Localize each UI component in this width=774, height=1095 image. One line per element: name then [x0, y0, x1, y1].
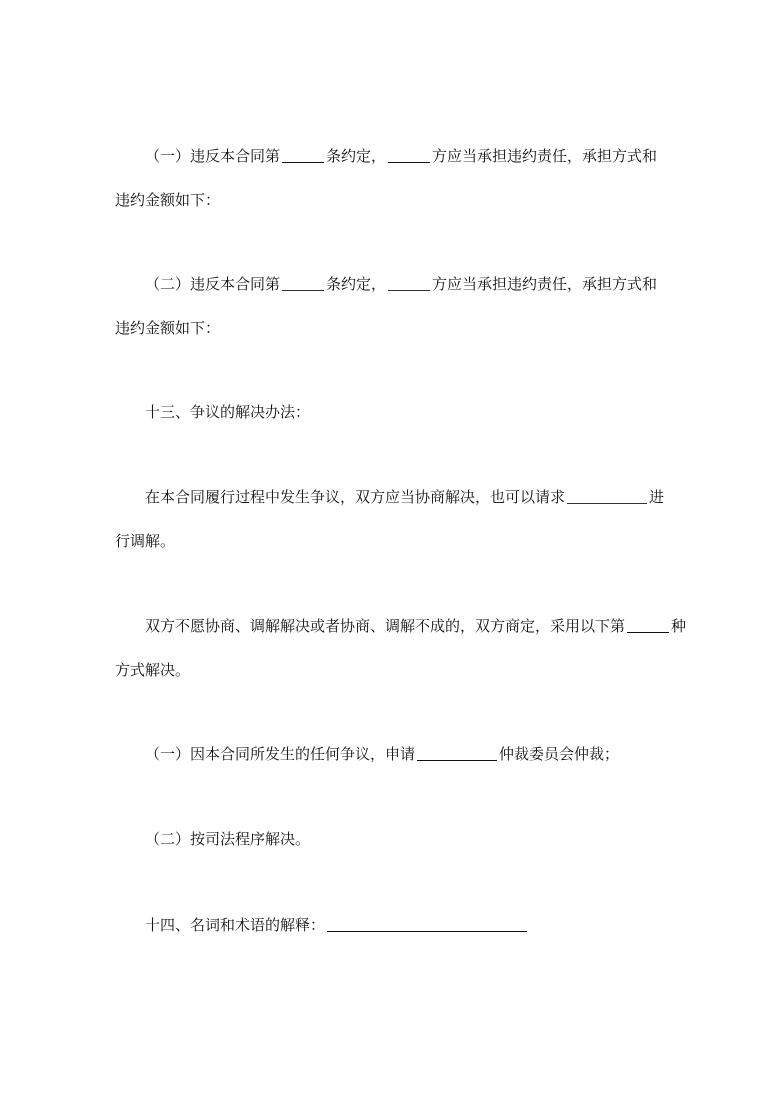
clause-2-text-a: （二）违反本合同第: [145, 275, 281, 293]
party-blank[interactable]: [388, 289, 430, 291]
dispute-text-b: 进: [649, 488, 665, 506]
party-blank[interactable]: [388, 161, 430, 163]
clause-1-line-2: 违约金额如下：: [115, 191, 221, 209]
arbitration-text-a: （一）因本合同所发生的任何争议，申请: [145, 745, 416, 763]
method-para-line-1: [145, 616, 686, 636]
clause-2-line-2: 违约金额如下：: [115, 319, 221, 337]
section-14-heading: [145, 915, 529, 935]
clause-1-text-c: 方应当承担违约责任，承担方式和: [432, 147, 658, 165]
mediator-blank[interactable]: [567, 502, 647, 504]
clause-2-line-1: [145, 274, 657, 294]
clause-number-blank[interactable]: [282, 289, 324, 291]
arbitration-committee-blank[interactable]: [417, 759, 497, 761]
dispute-para-line-2: 行调解。: [115, 532, 176, 550]
clause-number-blank[interactable]: [282, 161, 324, 163]
clause-2-text-c: 方应当承担违约责任，承担方式和: [432, 275, 658, 293]
arbitration-option: [145, 744, 619, 764]
arbitration-text-b: 仲裁委员会仲裁；: [499, 745, 620, 763]
clause-2-text-b: 条约定，: [326, 275, 387, 293]
section-14-text: 十四、名词和术语的解释：: [145, 916, 326, 934]
clause-1-line-1: [145, 146, 657, 166]
definitions-blank[interactable]: [327, 930, 527, 932]
section-13-heading: 十三、争议的解决办法：: [145, 403, 311, 421]
clause-1-text-a: （一）违反本合同第: [145, 147, 281, 165]
dispute-text-a: 在本合同履行过程中发生争议，双方应当协商解决，也可以请求: [145, 488, 566, 506]
judicial-option: （二）按司法程序解决。: [145, 830, 311, 848]
dispute-para-line-1: [145, 487, 664, 507]
method-text-a: 双方不愿协商、调解解决或者协商、调解不成的，双方商定，采用以下第: [145, 617, 626, 635]
method-para-line-2: 方式解决。: [115, 661, 191, 679]
method-text-b: 种: [671, 617, 687, 635]
method-number-blank[interactable]: [627, 631, 669, 633]
clause-1-text-b: 条约定，: [326, 147, 387, 165]
